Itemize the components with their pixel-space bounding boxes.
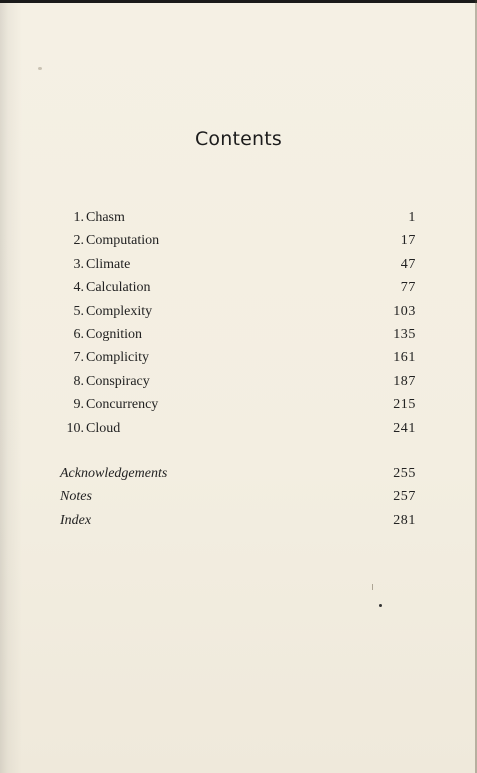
chapter-number: 9.: [73, 397, 84, 413]
back-matter-list: [60, 462, 416, 532]
chapter-title: Cloud: [86, 420, 121, 436]
toc-entry: [60, 417, 416, 440]
page-number: 241: [393, 420, 416, 436]
page-number: 135: [393, 326, 416, 342]
chapter-number: 8.: [73, 373, 84, 389]
page-top-edge: [0, 0, 477, 3]
chapter-number: 1.: [73, 210, 84, 225]
ink-dot: [379, 604, 382, 607]
toc-entry: [60, 276, 416, 299]
back-matter-title: Acknowledgements: [60, 466, 168, 481]
page-number: 215: [393, 397, 416, 413]
chapter-title: Climate: [86, 256, 131, 272]
paper-speck: [38, 67, 42, 70]
page-number: 255: [393, 466, 416, 481]
page-number: 103: [393, 303, 416, 319]
chapter-number: 2.: [73, 233, 84, 249]
chapter-title: Calculation: [86, 280, 151, 296]
chapter-title: Concurrency: [86, 397, 159, 413]
toc-entry: [60, 370, 416, 393]
toc-entry: [60, 346, 416, 369]
toc-entry: [60, 253, 416, 276]
page-number: 47: [400, 256, 416, 272]
page-number: 77: [400, 280, 416, 296]
toc-entry: [60, 300, 416, 323]
chapter-number: 5.: [73, 303, 84, 319]
chapter-title: Conspiracy: [86, 373, 150, 389]
toc-entry: [60, 462, 416, 485]
toc-entry: [60, 509, 416, 532]
back-matter-title: Index: [60, 512, 92, 528]
chapter-title: Computation: [86, 233, 160, 249]
page-number: 17: [400, 233, 416, 249]
page-number: 161: [393, 350, 416, 366]
chapter-title: Complexity: [86, 303, 153, 319]
toc-entry: [60, 206, 416, 229]
toc-entry: [60, 323, 416, 346]
chapter-number: 3.: [73, 256, 84, 272]
chapter-number: 6.: [73, 326, 84, 342]
toc-entry: [60, 485, 416, 508]
chapter-list: [60, 206, 416, 440]
back-matter-title: Notes: [60, 489, 92, 505]
page-number: 1: [408, 210, 416, 225]
chapter-number: 10.: [66, 420, 84, 436]
toc-entry: [60, 393, 416, 416]
chapter-title: Complicity: [86, 350, 149, 366]
chapter-number: 7.: [73, 350, 84, 366]
pencil-mark: [372, 584, 373, 590]
page-number: 281: [393, 512, 416, 528]
chapter-number: 4.: [73, 280, 84, 296]
page-title: Contents: [194, 128, 283, 150]
chapter-title: Cognition: [86, 326, 143, 342]
toc-entry: [60, 229, 416, 252]
chapter-title: Chasm: [86, 210, 125, 225]
page-number: 187: [393, 373, 416, 389]
page-number: 257: [393, 489, 416, 505]
